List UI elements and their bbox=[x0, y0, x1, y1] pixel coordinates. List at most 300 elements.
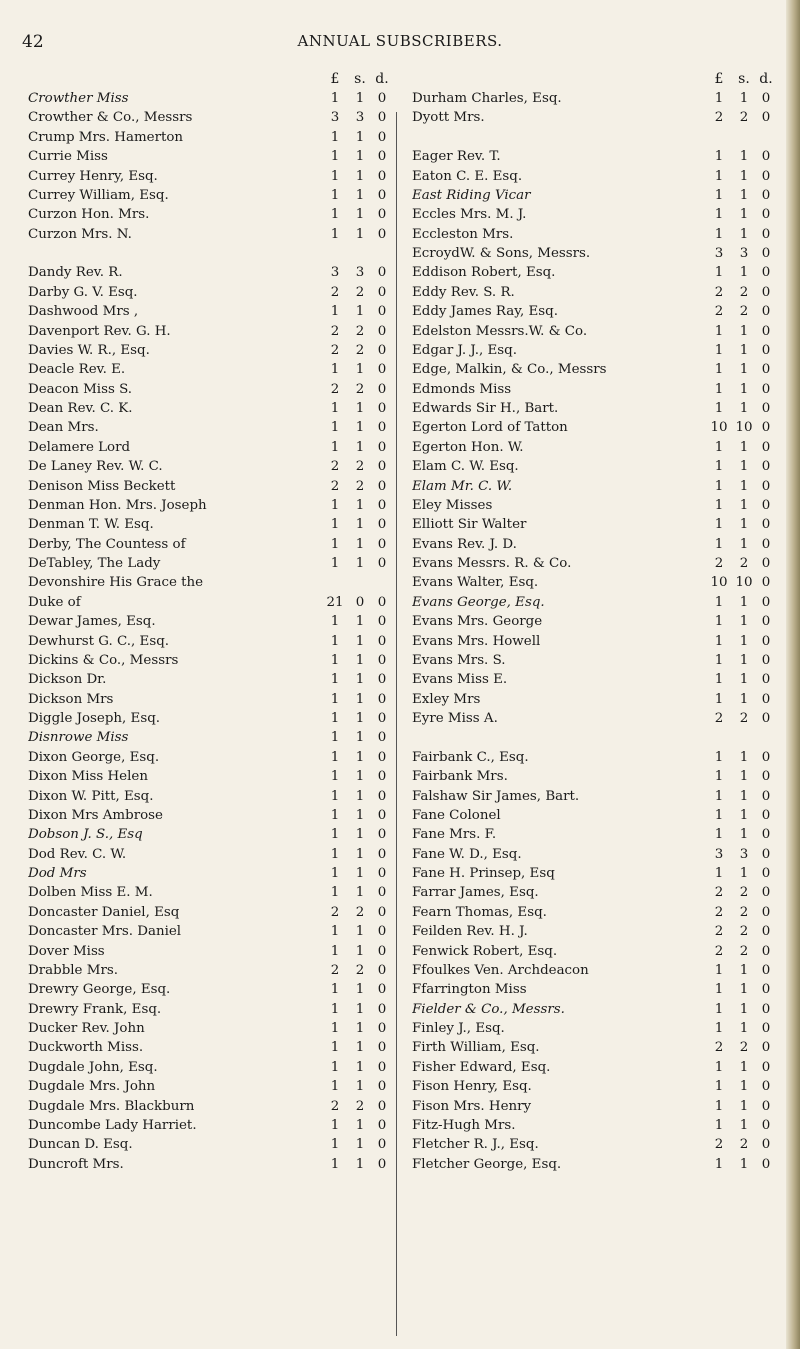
shillings-amount: 1 bbox=[355, 420, 365, 436]
subscriber-name: Delamere Lord bbox=[28, 439, 131, 455]
pounds-amount: 3 bbox=[330, 110, 340, 126]
shillings-amount: 1 bbox=[355, 517, 365, 533]
shillings-amount: 1 bbox=[355, 362, 365, 378]
subscriber-row bbox=[412, 961, 777, 980]
pence-amount: 0 bbox=[377, 207, 387, 223]
pounds-amount: 1 bbox=[714, 982, 724, 998]
pence-amount: 0 bbox=[377, 807, 387, 823]
subscriber-row bbox=[28, 89, 393, 108]
shillings-amount: 2 bbox=[355, 284, 365, 300]
subscriber-row bbox=[412, 748, 777, 767]
pounds-amount: 2 bbox=[714, 711, 724, 726]
subscriber-name: Diggle Joseph, Esq. bbox=[28, 711, 161, 726]
pence-amount: 0 bbox=[377, 633, 387, 649]
subscriber-name: Duke of bbox=[28, 594, 81, 610]
shillings-amount: 1 bbox=[739, 691, 749, 707]
column-divider bbox=[396, 112, 397, 1336]
subscriber-name: Evans Rev. J. D. bbox=[412, 536, 517, 552]
shillings-amount: 2 bbox=[739, 1040, 749, 1056]
pounds-amount: 1 bbox=[330, 807, 340, 823]
pounds-amount: 1 bbox=[330, 362, 340, 378]
subscriber-row bbox=[412, 360, 777, 379]
subscriber-name: Dixon Mrs Ambrose bbox=[28, 807, 163, 823]
pence-header: d. bbox=[375, 71, 389, 87]
shillings-amount: 1 bbox=[739, 478, 749, 494]
subscriber-name: Crowther Miss bbox=[28, 91, 129, 106]
shillings-amount: 1 bbox=[739, 614, 749, 630]
shillings-amount: 1 bbox=[355, 943, 365, 959]
shillings-amount: 2 bbox=[739, 110, 749, 126]
subscriber-row bbox=[28, 535, 393, 554]
subscriber-name: Egerton Hon. W. bbox=[412, 439, 524, 455]
shillings-amount: 1 bbox=[355, 149, 365, 165]
shillings-amount: 3 bbox=[739, 246, 749, 261]
subscriber-row bbox=[28, 128, 393, 147]
pence-amount: 0 bbox=[377, 594, 387, 610]
shillings-amount: 2 bbox=[355, 323, 365, 339]
pence-amount: 0 bbox=[761, 633, 771, 649]
pounds-amount: 1 bbox=[330, 420, 340, 436]
subscriber-row bbox=[28, 825, 393, 844]
pounds-amount: 1 bbox=[330, 769, 340, 785]
pounds-header: £ bbox=[330, 71, 340, 87]
shillings-header: s. bbox=[354, 71, 366, 87]
subscriber-row bbox=[412, 322, 777, 341]
subscriber-row bbox=[412, 89, 777, 108]
subscriber-name: Dobson J. S., Esq bbox=[28, 827, 143, 843]
shillings-amount: 1 bbox=[355, 749, 365, 765]
pence-amount: 0 bbox=[761, 711, 771, 726]
shillings-amount: 1 bbox=[739, 226, 749, 242]
pounds-amount: 1 bbox=[714, 91, 724, 106]
shillings-amount: 2 bbox=[739, 943, 749, 959]
shillings-amount: 1 bbox=[355, 168, 365, 184]
shillings-amount: 1 bbox=[355, 1156, 365, 1172]
subscriber-name: DeTabley, The Lady bbox=[28, 556, 161, 571]
pounds-amount: 1 bbox=[714, 207, 724, 223]
subscriber-row bbox=[28, 845, 393, 864]
shillings-amount: 1 bbox=[739, 497, 749, 513]
pounds-amount: 1 bbox=[330, 652, 340, 668]
shillings-amount: 1 bbox=[739, 187, 749, 203]
subscriber-row bbox=[412, 554, 777, 573]
shillings-amount: 2 bbox=[739, 304, 749, 320]
pounds-amount: 1 bbox=[714, 497, 724, 513]
pounds-amount: 1 bbox=[714, 1156, 724, 1172]
shillings-amount: 1 bbox=[355, 226, 365, 242]
right-column bbox=[412, 70, 777, 1174]
pence-amount: 0 bbox=[377, 1137, 387, 1153]
pounds-amount: 1 bbox=[714, 672, 724, 688]
subscriber-name: Devonshire His Grace the bbox=[28, 575, 204, 591]
subscriber-name: Dixon W. Pitt, Esq. bbox=[28, 788, 154, 804]
subscriber-row bbox=[28, 980, 393, 999]
shillings-amount: 0 bbox=[355, 594, 365, 610]
pounds-amount: 1 bbox=[714, 1021, 724, 1036]
pence-amount: 0 bbox=[377, 91, 387, 106]
pounds-amount: 1 bbox=[330, 1156, 340, 1172]
pence-amount: 0 bbox=[761, 459, 771, 475]
shillings-amount: 1 bbox=[739, 807, 749, 823]
subscriber-row bbox=[28, 167, 393, 186]
pounds-amount: 1 bbox=[330, 749, 340, 765]
shillings-amount: 1 bbox=[355, 1079, 365, 1095]
subscriber-name: Doncaster Daniel, Esq bbox=[28, 904, 180, 920]
pence-amount: 0 bbox=[761, 304, 771, 320]
subscriber-row bbox=[412, 147, 777, 166]
shillings-amount: 1 bbox=[739, 1098, 749, 1114]
pounds-amount: 2 bbox=[714, 556, 724, 571]
pounds-amount: 1 bbox=[330, 866, 340, 881]
pounds-amount: 1 bbox=[714, 769, 724, 785]
pence-amount: 0 bbox=[761, 536, 771, 552]
pence-amount: 0 bbox=[761, 904, 771, 920]
shillings-amount: 1 bbox=[355, 672, 365, 688]
pence-amount: 0 bbox=[761, 187, 771, 203]
pounds-amount: 1 bbox=[714, 1079, 724, 1095]
subscriber-name: Durham Charles, Esq. bbox=[412, 91, 562, 106]
subscriber-name: Finley J., Esq. bbox=[412, 1021, 505, 1036]
pence-amount: 0 bbox=[377, 730, 387, 746]
subscriber-name: Duncan D. Esq. bbox=[28, 1137, 133, 1153]
pounds-amount: 2 bbox=[714, 904, 724, 920]
shillings-amount: 1 bbox=[739, 265, 749, 281]
pence-amount: 0 bbox=[377, 924, 387, 940]
pounds-amount: 1 bbox=[330, 226, 340, 242]
subscriber-name: Ffarrington Miss bbox=[412, 982, 527, 998]
subscriber-row bbox=[28, 748, 393, 767]
subscriber-name: Drabble Mrs. bbox=[28, 962, 118, 978]
shillings-amount: 2 bbox=[739, 1137, 749, 1153]
shillings-amount: 1 bbox=[355, 497, 365, 513]
shillings-amount: 2 bbox=[739, 924, 749, 940]
subscriber-name: Ducker Rev. John bbox=[28, 1021, 145, 1036]
pounds-amount: 1 bbox=[330, 1117, 340, 1133]
pence-amount: 0 bbox=[377, 110, 387, 126]
pounds-amount: 1 bbox=[330, 1059, 340, 1075]
subscriber-name: Dugdale Mrs. John bbox=[28, 1079, 156, 1095]
subscriber-name: Darby G. V. Esq. bbox=[28, 284, 138, 300]
shillings-amount: 1 bbox=[355, 536, 365, 552]
subscriber-row bbox=[412, 399, 777, 418]
pounds-amount: 1 bbox=[330, 885, 340, 901]
left-column bbox=[28, 70, 393, 1174]
pence-amount: 0 bbox=[377, 401, 387, 416]
subscriber-name: Edge, Malkin, & Co., Messrs bbox=[412, 362, 607, 378]
subscriber-row bbox=[412, 496, 777, 515]
subscriber-row bbox=[28, 438, 393, 457]
shillings-amount: 1 bbox=[355, 1137, 365, 1153]
subscriber-name: Dugdale John, Esq. bbox=[28, 1059, 158, 1075]
pence-amount: 0 bbox=[761, 284, 771, 300]
subscriber-name: Eddy James Ray, Esq. bbox=[412, 304, 558, 320]
subscriber-row bbox=[28, 942, 393, 961]
pounds-amount: 1 bbox=[330, 149, 340, 165]
subscriber-name: EcroydW. & Sons, Messrs. bbox=[412, 246, 591, 261]
subscriber-name: Egerton Lord of Tatton bbox=[412, 420, 568, 436]
pounds-amount: 1 bbox=[714, 226, 724, 242]
shillings-amount: 1 bbox=[739, 1117, 749, 1133]
shillings-amount: 1 bbox=[355, 614, 365, 630]
subscriber-name: Denison Miss Beckett bbox=[28, 478, 176, 494]
shillings-amount: 1 bbox=[739, 749, 749, 765]
subscriber-row bbox=[412, 1019, 777, 1038]
pounds-amount: 1 bbox=[330, 846, 340, 862]
subscriber-row bbox=[412, 457, 777, 476]
pence-amount: 0 bbox=[761, 1001, 771, 1017]
shillings-amount: 1 bbox=[739, 1001, 749, 1017]
subscriber-name: Duncombe Lady Harriet. bbox=[28, 1117, 197, 1133]
subscriber-row bbox=[28, 1135, 393, 1154]
section-gap bbox=[412, 128, 777, 147]
pence-amount: 0 bbox=[377, 556, 387, 571]
pounds-amount: 1 bbox=[714, 1059, 724, 1075]
pounds-amount: 1 bbox=[714, 517, 724, 533]
subscriber-row bbox=[412, 186, 777, 205]
pence-amount: 0 bbox=[377, 691, 387, 707]
pence-amount: 0 bbox=[761, 807, 771, 823]
shillings-amount: 10 bbox=[735, 420, 753, 436]
pounds-amount: 1 bbox=[330, 1137, 340, 1153]
subscriber-row bbox=[412, 651, 777, 670]
shillings-amount: 1 bbox=[355, 827, 365, 843]
subscriber-row bbox=[28, 1077, 393, 1096]
shillings-amount: 1 bbox=[739, 982, 749, 998]
shillings-amount: 2 bbox=[355, 962, 365, 978]
shillings-amount: 1 bbox=[355, 769, 365, 785]
subscriber-name: Fane W. D., Esq. bbox=[412, 846, 522, 862]
subscriber-row bbox=[412, 787, 777, 806]
shillings-amount: 1 bbox=[355, 187, 365, 203]
shillings-amount: 1 bbox=[355, 866, 365, 881]
shillings-amount: 1 bbox=[355, 788, 365, 804]
pence-amount: 0 bbox=[377, 478, 387, 494]
subscriber-row bbox=[28, 341, 393, 360]
subscriber-row bbox=[412, 515, 777, 534]
pence-amount: 0 bbox=[761, 323, 771, 339]
shillings-amount: 2 bbox=[739, 711, 749, 726]
pounds-amount: 1 bbox=[330, 1040, 340, 1056]
shillings-amount: 1 bbox=[739, 633, 749, 649]
pounds-amount: 1 bbox=[714, 187, 724, 203]
pounds-amount: 1 bbox=[714, 749, 724, 765]
pence-amount: 0 bbox=[377, 284, 387, 300]
pounds-amount: 3 bbox=[714, 846, 724, 862]
pence-amount: 0 bbox=[377, 749, 387, 765]
subscriber-name: Fearn Thomas, Esq. bbox=[412, 904, 547, 920]
shillings-amount: 1 bbox=[739, 459, 749, 475]
subscriber-row bbox=[412, 690, 777, 709]
subscriber-name: De Laney Rev. W. C. bbox=[28, 459, 163, 475]
pounds-amount: 1 bbox=[330, 672, 340, 688]
subscriber-name: Currey William, Esq. bbox=[28, 187, 169, 203]
pounds-header: £ bbox=[714, 71, 724, 87]
subscriber-name: Dandy Rev. R. bbox=[28, 265, 123, 281]
subscriber-name: Falshaw Sir James, Bart. bbox=[412, 788, 580, 804]
subscriber-row bbox=[412, 244, 777, 263]
subscriber-name: Evans Mrs. George bbox=[412, 614, 543, 630]
shillings-amount: 1 bbox=[355, 1040, 365, 1056]
pounds-amount: 2 bbox=[330, 284, 340, 300]
shillings-amount: 1 bbox=[739, 381, 749, 397]
shillings-amount: 1 bbox=[739, 207, 749, 223]
subscriber-name: Edelston Messrs.W. & Co. bbox=[412, 323, 588, 339]
subscriber-name: Fenwick Robert, Esq. bbox=[412, 943, 558, 959]
subscriber-name: Dashwood Mrs , bbox=[28, 304, 139, 320]
subscriber-row bbox=[28, 360, 393, 379]
subscriber-row bbox=[412, 1155, 777, 1174]
pence-amount: 0 bbox=[377, 943, 387, 959]
subscriber-row bbox=[28, 670, 393, 689]
shillings-amount: 1 bbox=[355, 439, 365, 455]
subscriber-row bbox=[412, 573, 777, 592]
pounds-amount: 1 bbox=[330, 536, 340, 552]
subscriber-row bbox=[28, 1097, 393, 1116]
pence-amount: 0 bbox=[377, 711, 387, 726]
pence-amount: 0 bbox=[761, 1156, 771, 1172]
pounds-amount: 2 bbox=[330, 1098, 340, 1114]
pounds-amount: 3 bbox=[330, 265, 340, 281]
subscriber-name: Dolben Miss E. M. bbox=[28, 885, 153, 901]
subscriber-row bbox=[412, 341, 777, 360]
pounds-amount: 1 bbox=[714, 342, 724, 358]
subscriber-name: Curzon Hon. Mrs. bbox=[28, 207, 150, 223]
pence-amount: 0 bbox=[761, 614, 771, 630]
shillings-amount: 1 bbox=[739, 1059, 749, 1075]
subscriber-name: Eddison Robert, Esq. bbox=[412, 265, 556, 281]
pence-amount: 0 bbox=[377, 149, 387, 165]
pounds-amount: 2 bbox=[714, 885, 724, 901]
pounds-amount: 1 bbox=[714, 362, 724, 378]
subscriber-name: Denman T. W. Esq. bbox=[28, 517, 154, 533]
shillings-amount: 1 bbox=[739, 401, 749, 416]
pence-amount: 0 bbox=[761, 1040, 771, 1056]
subscriber-row bbox=[412, 205, 777, 224]
pence-amount: 0 bbox=[761, 420, 771, 436]
pounds-amount: 1 bbox=[714, 1117, 724, 1133]
subscriber-name: Drewry Frank, Esq. bbox=[28, 1001, 162, 1017]
section-gap bbox=[412, 728, 777, 747]
running-head: ANNUAL SUBSCRIBERS. bbox=[297, 32, 503, 50]
subscriber-name: Currey Henry, Esq. bbox=[28, 168, 158, 184]
pounds-amount: 2 bbox=[330, 478, 340, 494]
pounds-amount: 21 bbox=[326, 594, 344, 610]
subscriber-row bbox=[412, 1097, 777, 1116]
subscriber-name: Fane Mrs. F. bbox=[412, 827, 497, 843]
subscriber-row bbox=[412, 1058, 777, 1077]
pence-amount: 0 bbox=[761, 788, 771, 804]
subscriber-name: Eaton C. E. Esq. bbox=[412, 168, 523, 184]
shillings-amount: 1 bbox=[739, 594, 749, 610]
subscriber-row bbox=[28, 263, 393, 282]
pence-amount: 0 bbox=[761, 478, 771, 494]
pence-amount: 0 bbox=[377, 1156, 387, 1172]
subscriber-row bbox=[412, 864, 777, 883]
pence-amount: 0 bbox=[761, 1098, 771, 1114]
pence-amount: 0 bbox=[761, 246, 771, 261]
shillings-amount: 1 bbox=[355, 1021, 365, 1036]
subscriber-name: Fielder & Co., Messrs. bbox=[412, 1001, 565, 1017]
pounds-amount: 1 bbox=[714, 807, 724, 823]
shillings-amount: 1 bbox=[739, 1021, 749, 1036]
pounds-amount: 1 bbox=[330, 556, 340, 571]
pence-amount: 0 bbox=[377, 439, 387, 455]
pounds-amount: 1 bbox=[330, 1079, 340, 1095]
pounds-amount: 1 bbox=[330, 91, 340, 106]
subscriber-name: Exley Mrs bbox=[412, 691, 481, 707]
pounds-amount: 1 bbox=[714, 827, 724, 843]
shillings-amount: 1 bbox=[355, 1001, 365, 1017]
shillings-amount: 1 bbox=[739, 672, 749, 688]
pence-amount: 0 bbox=[377, 226, 387, 242]
pence-amount: 0 bbox=[761, 168, 771, 184]
subscriber-name: Derby, The Countess of bbox=[28, 536, 186, 552]
pence-amount: 0 bbox=[377, 459, 387, 475]
subscriber-name: Dean Rev. C. K. bbox=[28, 401, 133, 416]
pence-amount: 0 bbox=[761, 594, 771, 610]
subscriber-name: Dewar James, Esq. bbox=[28, 614, 156, 630]
subscriber-name: Fairbank Mrs. bbox=[412, 769, 508, 785]
pounds-amount: 1 bbox=[714, 381, 724, 397]
pounds-amount: 10 bbox=[710, 575, 728, 591]
pence-amount: 0 bbox=[377, 846, 387, 862]
pence-amount: 0 bbox=[377, 827, 387, 843]
pounds-amount: 2 bbox=[714, 304, 724, 320]
pence-amount: 0 bbox=[761, 226, 771, 242]
shillings-amount: 1 bbox=[355, 1117, 365, 1133]
shillings-amount: 2 bbox=[739, 885, 749, 901]
pence-amount: 0 bbox=[377, 497, 387, 513]
shillings-amount: 2 bbox=[355, 904, 365, 920]
subscriber-row bbox=[28, 554, 393, 573]
pence-amount: 0 bbox=[761, 439, 771, 455]
pounds-amount: 1 bbox=[330, 187, 340, 203]
shillings-amount: 1 bbox=[739, 827, 749, 843]
subscriber-name: Currie Miss bbox=[28, 149, 108, 165]
subscriber-name: Crump Mrs. Hamerton bbox=[28, 129, 184, 145]
pounds-amount: 1 bbox=[330, 943, 340, 959]
subscriber-row bbox=[28, 883, 393, 902]
shillings-amount: 1 bbox=[739, 769, 749, 785]
subscriber-name: Dugdale Mrs. Blackburn bbox=[28, 1098, 195, 1114]
pounds-amount: 1 bbox=[330, 982, 340, 998]
pence-amount: 0 bbox=[377, 652, 387, 668]
subscriber-name: Fison Henry, Esq. bbox=[412, 1079, 532, 1095]
pounds-amount: 1 bbox=[714, 633, 724, 649]
pounds-amount: 1 bbox=[330, 1001, 340, 1017]
subscriber-row bbox=[28, 496, 393, 515]
pounds-amount: 1 bbox=[714, 265, 724, 281]
subscriber-name: Firth William, Esq. bbox=[412, 1040, 540, 1056]
section-gap bbox=[28, 244, 393, 263]
subscriber-name: Edmonds Miss bbox=[412, 381, 512, 397]
subscriber-row bbox=[28, 1038, 393, 1057]
shillings-amount: 1 bbox=[739, 323, 749, 339]
pence-amount: 0 bbox=[377, 342, 387, 358]
currency-header-left bbox=[28, 70, 393, 89]
subscriber-name: Fitz-Hugh Mrs. bbox=[412, 1117, 516, 1133]
pence-amount: 0 bbox=[377, 323, 387, 339]
pounds-amount: 2 bbox=[330, 459, 340, 475]
shillings-amount: 3 bbox=[739, 846, 749, 862]
pounds-amount: 2 bbox=[330, 904, 340, 920]
subscriber-row bbox=[412, 942, 777, 961]
pounds-amount: 1 bbox=[714, 536, 724, 552]
subscriber-row bbox=[28, 147, 393, 166]
subscriber-name: Eley Misses bbox=[412, 497, 493, 513]
pence-amount: 0 bbox=[761, 885, 771, 901]
pence-header: d. bbox=[759, 71, 773, 87]
